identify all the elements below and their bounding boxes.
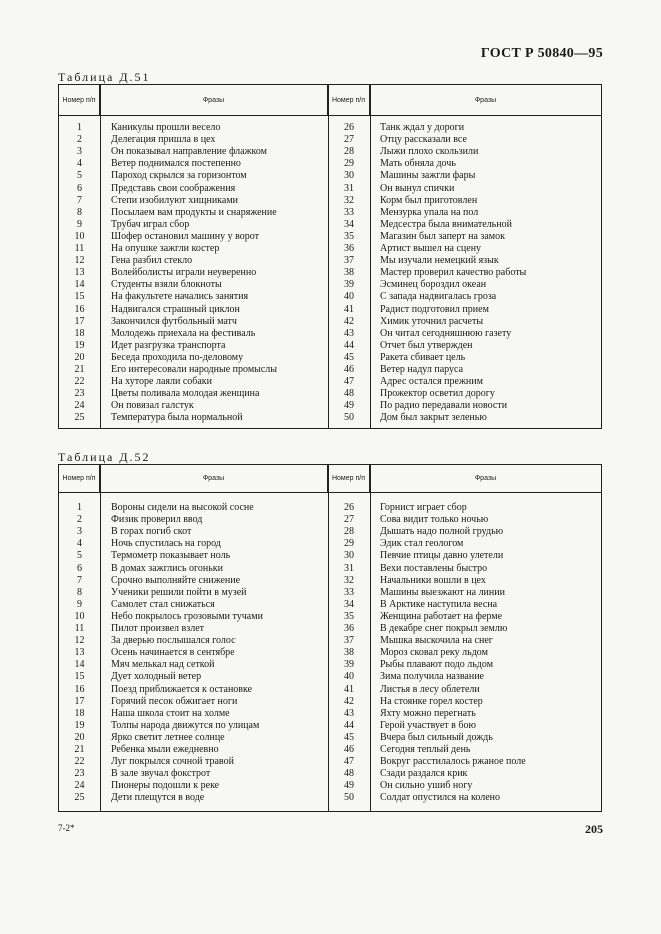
phrase: Радист подготовил прием [380, 303, 489, 315]
table-row [59, 514, 601, 526]
table1-caption: Таблица Д.51 [58, 70, 151, 84]
row-number: 24 [74, 400, 85, 412]
phrase: Эсминец бороздил океан [380, 279, 487, 291]
table-row [59, 231, 601, 243]
row-number: 30 [344, 550, 354, 562]
table-row [59, 267, 601, 279]
row-number: 33 [344, 206, 354, 218]
row-number: 7 [77, 194, 82, 206]
row-number: 45 [344, 351, 354, 363]
table-row [59, 207, 601, 219]
row-number: 24 [74, 780, 85, 792]
phrase: Женщина работает на ферме [380, 610, 503, 622]
table-row [59, 768, 601, 780]
row-number: 2 [77, 134, 82, 146]
row-number: 11 [74, 623, 85, 634]
phrase: На хуторе лаяли собаки [111, 376, 213, 388]
row-number: 9 [77, 598, 82, 610]
phrase: Физик проверил ввод [111, 514, 203, 526]
row-number: 17 [74, 315, 85, 327]
table2-caption: Таблица Д.52 [58, 450, 151, 464]
row-number: 27 [344, 134, 354, 146]
phrase: По радио передавали новости [380, 400, 508, 412]
phrase: Химик уточнил расчеты [380, 315, 484, 327]
row-number: 9 [77, 218, 82, 230]
row-number: 37 [344, 635, 354, 647]
row-number: 14 [74, 279, 85, 291]
row-number: 44 [344, 339, 354, 351]
phrase: Магазин был заперт на замок [380, 230, 505, 242]
phrase: Цветы поливала молодая женщина [111, 388, 260, 400]
row-number: 15 [74, 671, 85, 683]
table-row [59, 623, 601, 635]
phrase: Осень начинается в сентябре [111, 647, 235, 659]
table-row [59, 671, 601, 683]
table1-col-num-left: Номер п/п [59, 85, 100, 115]
table-row [59, 328, 601, 340]
row-number: 29 [344, 538, 354, 550]
row-number: 26 [344, 122, 354, 133]
phrase: Медсестра была внимательной [380, 218, 512, 230]
phrase: Ветер надул паруса [380, 364, 464, 375]
table-row [59, 400, 601, 412]
phrase: Танк ждал у дороги [380, 122, 465, 133]
table-row [59, 587, 601, 599]
table-row [59, 696, 601, 708]
table-row [59, 599, 601, 611]
phrase: Артист вышел на сцену [380, 243, 482, 254]
row-number: 39 [344, 659, 354, 671]
phrase: Отцу рассказали все [380, 134, 467, 146]
row-number: 6 [77, 562, 82, 574]
table-row [59, 412, 601, 424]
phrase: Беседа проходила по-деловому [111, 351, 244, 363]
table-row [59, 170, 601, 182]
row-number: 3 [77, 146, 82, 158]
phrase: В Арктике наступила весна [380, 598, 498, 610]
phrase: Мать обняла дочь [380, 158, 456, 170]
phrase: Мяч мелькал над сеткой [111, 659, 215, 671]
table-row [59, 291, 601, 303]
phrase: За дверью послышался голос [111, 635, 236, 647]
row-number: 31 [344, 182, 354, 194]
phrase: Корм был приготовлен [380, 194, 478, 206]
table-row [59, 146, 601, 158]
table-row [59, 611, 601, 623]
table-row [59, 388, 601, 400]
table-row [59, 538, 601, 550]
table-row [59, 304, 601, 316]
row-number: 8 [77, 586, 82, 598]
phrase: Трубач играл сбор [111, 218, 190, 230]
table2 [58, 464, 602, 812]
phrase: Лыжи плохо скользили [380, 146, 479, 158]
row-number: 4 [77, 538, 82, 550]
phrase: Пароход скрылся за горизонтом [111, 170, 247, 182]
phrase: Листья в лесу облетели [380, 683, 480, 695]
row-number: 46 [344, 364, 354, 375]
row-number: 49 [344, 780, 354, 792]
row-number: 17 [74, 695, 85, 707]
row-number: 41 [344, 683, 354, 695]
row-number: 40 [344, 291, 354, 303]
table-row [59, 659, 601, 671]
row-number: 34 [344, 598, 354, 610]
row-number: 48 [344, 768, 354, 780]
row-number: 39 [344, 279, 354, 291]
row-number: 28 [344, 146, 354, 158]
page-number: 205 [585, 822, 603, 836]
phrase: Сзади раздался крик [380, 768, 468, 780]
table-row [59, 502, 601, 514]
row-number: 23 [74, 388, 85, 400]
phrase: Он показывал направление флажком [111, 146, 268, 158]
phrase: Представь свои соображения [111, 182, 236, 194]
table-row [59, 134, 601, 146]
phrase: Машины зажгли фары [380, 170, 476, 182]
phrase: Вокруг расстилалось ржаное поле [380, 756, 526, 768]
row-number: 50 [344, 412, 354, 424]
row-number: 34 [344, 218, 354, 230]
row-number: 25 [74, 412, 85, 424]
row-number: 5 [77, 170, 82, 182]
table-row [59, 684, 601, 696]
table2-col-phrase-right: Фразы [474, 475, 497, 482]
row-number: 19 [74, 719, 85, 731]
row-number: 22 [74, 376, 85, 388]
row-number: 18 [74, 707, 85, 719]
phrase: Вороны сидели на высокой сосне [111, 502, 254, 513]
table-row [59, 563, 601, 575]
row-number: 20 [74, 351, 85, 363]
phrase: Луг покрылся сочной травой [111, 756, 234, 768]
row-number: 50 [344, 792, 354, 804]
row-number: 23 [74, 768, 85, 780]
row-number: 41 [344, 303, 354, 315]
phrase: Срочно выполняйте снижение [111, 574, 241, 586]
row-number: 40 [344, 671, 354, 683]
table-row [59, 364, 601, 376]
phrase: Ярко светит летнее солнце [111, 731, 225, 743]
table-row [59, 376, 601, 388]
phrase: Посылаем вам продукты и снаряжение [111, 206, 277, 218]
phrase: Дети плещутся в воде [111, 792, 205, 804]
row-number: 43 [344, 707, 354, 719]
phrase: Степи изобилуют хищниками [111, 194, 239, 206]
table-row [59, 183, 601, 195]
phrase: Делегация пришла в цех [111, 134, 216, 146]
phrase: Небо покрылось грозовыми тучами [111, 610, 263, 622]
table1-header [59, 85, 601, 116]
row-number: 21 [74, 744, 85, 755]
table-row [59, 732, 601, 744]
phrase: Вчера был сильный дождь [380, 731, 493, 743]
table2-col-phrase-left: Фразы [100, 465, 328, 492]
table-row [59, 195, 601, 207]
row-number: 22 [74, 756, 85, 768]
phrase: Ребенка мыли ежедневно [111, 744, 219, 755]
row-number: 38 [344, 647, 354, 659]
row-number: 46 [344, 744, 354, 755]
phrase: Дышать надо полной грудью [380, 526, 504, 538]
row-number: 36 [344, 623, 354, 634]
table2-col-num-left: Номер п/п [59, 465, 100, 492]
phrase: Дует холодный ветер [111, 671, 202, 683]
table1-col-phrase-left: Фразы [100, 85, 328, 115]
phrase: Самолет стал снижаться [111, 598, 215, 610]
phrase: Мышка выскочила на снег [380, 635, 493, 647]
phrase: Шофер остановил машину у ворот [111, 230, 260, 242]
table1-col-phrase-right: Фразы [474, 96, 497, 104]
row-number: 49 [344, 400, 354, 412]
table-row [59, 792, 601, 804]
phrase: Эдик стал геологом [380, 538, 464, 550]
phrase: Пилот произвел взлет [111, 623, 205, 634]
phrase: В горах погиб скот [111, 526, 192, 538]
phrase: Термометр показывает ноль [111, 550, 231, 562]
row-number: 30 [344, 170, 354, 182]
row-number: 35 [344, 230, 354, 242]
row-number: 42 [344, 315, 354, 327]
phrase: Горнист играет сбор [380, 502, 467, 513]
row-number: 3 [77, 526, 82, 538]
phrase: С запада надвигалась гроза [380, 291, 497, 303]
phrase: Герой участвует в бою [380, 719, 476, 731]
row-number: 21 [74, 364, 85, 375]
row-number: 43 [344, 327, 354, 339]
table-row [59, 352, 601, 364]
phrase: Надвигался страшный циклон [111, 303, 240, 315]
phrase: Мы изучали немецкий язык [380, 255, 499, 267]
phrase: Дом был закрыт зеленью [380, 412, 487, 424]
table1 [58, 84, 602, 429]
row-number: 8 [77, 206, 82, 218]
table-row [59, 158, 601, 170]
phrase: Температура была нормальной [111, 412, 243, 424]
row-number: 12 [74, 635, 85, 647]
phrase: Толпы народа движутся по улицам [111, 719, 260, 731]
table2-col-num-right: Номер п/п [328, 465, 370, 492]
phrase: В зале звучал фокстрот [111, 768, 211, 780]
row-number: 48 [344, 388, 354, 400]
phrase: Закончился футбольный матч [111, 315, 237, 327]
phrase: Он вынул спички [380, 182, 455, 194]
row-number: 27 [344, 514, 354, 526]
phrase: На факультете начались занятия [111, 291, 249, 303]
row-number: 6 [77, 182, 82, 194]
row-number: 47 [344, 376, 354, 388]
table-row [59, 316, 601, 328]
row-number: 28 [344, 526, 354, 538]
phrase: Отчет был утвержден [380, 339, 473, 351]
row-number: 10 [74, 230, 85, 242]
phrase: Ночь спустилась на город [111, 538, 221, 550]
table-row [59, 550, 601, 562]
phrase: Он сильно ушиб ногу [380, 780, 473, 792]
row-number: 36 [344, 243, 354, 254]
row-number: 7 [77, 574, 82, 586]
table-row [59, 744, 601, 756]
phrase: На стоянке горел костер [380, 695, 483, 707]
row-number: 42 [344, 695, 354, 707]
sheet-mark: 7-2* [58, 823, 75, 833]
row-number: 35 [344, 610, 354, 622]
phrase: Наша школа стоит на холме [111, 707, 230, 719]
phrase: Мороз сковал реку льдом [380, 647, 488, 659]
row-number: 25 [74, 792, 85, 804]
standard-header: ГОСТ Р 50840—95 [480, 46, 603, 61]
table-row [59, 708, 601, 720]
phrase: Волейболисты играли неуверенно [111, 267, 257, 279]
phrase: Ракета сбивает цель [380, 351, 466, 363]
row-number: 1 [77, 122, 82, 133]
phrase: Студенты взяли блокноты [111, 279, 222, 291]
row-number: 32 [344, 194, 354, 206]
table2-header [59, 465, 601, 493]
row-number: 11 [74, 243, 85, 254]
phrase: Рыбы плавают подо льдом [380, 659, 494, 671]
row-number: 33 [344, 586, 354, 598]
phrase: Его интересовали народные промыслы [111, 364, 278, 375]
row-number: 32 [344, 574, 354, 586]
row-number: 45 [344, 731, 354, 743]
phrase: В декабре снег покрыл землю [380, 623, 508, 634]
row-number: 1 [77, 502, 82, 513]
phrase: Зима получила название [380, 671, 484, 683]
phrase: Ветер поднимался постепенно [111, 158, 241, 170]
phrase: Мастер проверил качество работы [380, 267, 527, 279]
phrase: Он повязал галстук [111, 400, 194, 412]
row-number: 2 [77, 514, 82, 526]
row-number: 19 [74, 339, 85, 351]
table-row [59, 635, 601, 647]
phrase: Горячий песок обжигает ноги [111, 695, 238, 707]
table-row [59, 340, 601, 352]
row-number: 31 [344, 562, 354, 574]
phrase: В домах зажглись огоньки [111, 562, 223, 574]
row-number: 13 [74, 267, 85, 279]
phrase: На опушке зажгли костер [111, 243, 220, 254]
row-number: 38 [344, 267, 354, 279]
row-number: 37 [344, 255, 354, 267]
row-number: 29 [344, 158, 354, 170]
table-row [59, 122, 601, 134]
phrase: Сегодня теплый день [380, 744, 471, 755]
row-number: 4 [77, 158, 82, 170]
row-number: 13 [74, 647, 85, 659]
row-number: 12 [74, 255, 85, 267]
row-number: 20 [74, 731, 85, 743]
phrase: Вехи поставлены быстро [380, 562, 488, 574]
table-row [59, 526, 601, 538]
phrase: Яхту можно перегнать [380, 707, 476, 719]
row-number: 10 [74, 610, 85, 622]
row-number: 18 [74, 327, 85, 339]
row-number: 47 [344, 756, 354, 768]
phrase: Солдат опустился на колено [380, 792, 500, 804]
row-number: 16 [74, 303, 85, 315]
row-number: 16 [74, 683, 85, 695]
phrase: Поезд приближается к остановке [111, 683, 253, 695]
table-row [59, 219, 601, 231]
table-row [59, 720, 601, 732]
phrase: Адрес остался прежним [380, 376, 483, 388]
row-number: 14 [74, 659, 85, 671]
table-row [59, 756, 601, 768]
row-number: 26 [344, 502, 354, 513]
table-row [59, 243, 601, 255]
table-row [59, 279, 601, 291]
phrase: Начальники вошли в цех [380, 574, 486, 586]
phrase: Певчие птицы давно улетели [380, 550, 504, 562]
table-row [59, 780, 601, 792]
phrase: Идет разгрузка транспорта [111, 339, 226, 351]
row-number: 44 [344, 719, 354, 731]
row-number: 15 [74, 291, 85, 303]
phrase: Гена разбил стекло [111, 255, 193, 267]
phrase: Прожектор осветил дорогу [380, 388, 495, 400]
table1-col-num-right: Номер п/п [328, 85, 370, 115]
phrase: Мензурка упала на пол [380, 206, 479, 218]
phrase: Пионеры подошли к реке [111, 780, 220, 792]
phrase: Он читал сегодняшнюю газету [380, 327, 512, 339]
phrase: Сова видит только ночью [380, 514, 489, 526]
row-number: 5 [77, 550, 82, 562]
table-row [59, 575, 601, 587]
table-row [59, 255, 601, 267]
phrase: Молодежь приехала на фестиваль [111, 327, 256, 339]
phrase: Ученики решили пойти в музей [111, 586, 247, 598]
phrase: Каникулы прошли весело [111, 122, 221, 133]
phrase: Машины выезжают на линии [380, 586, 505, 598]
table-row [59, 647, 601, 659]
